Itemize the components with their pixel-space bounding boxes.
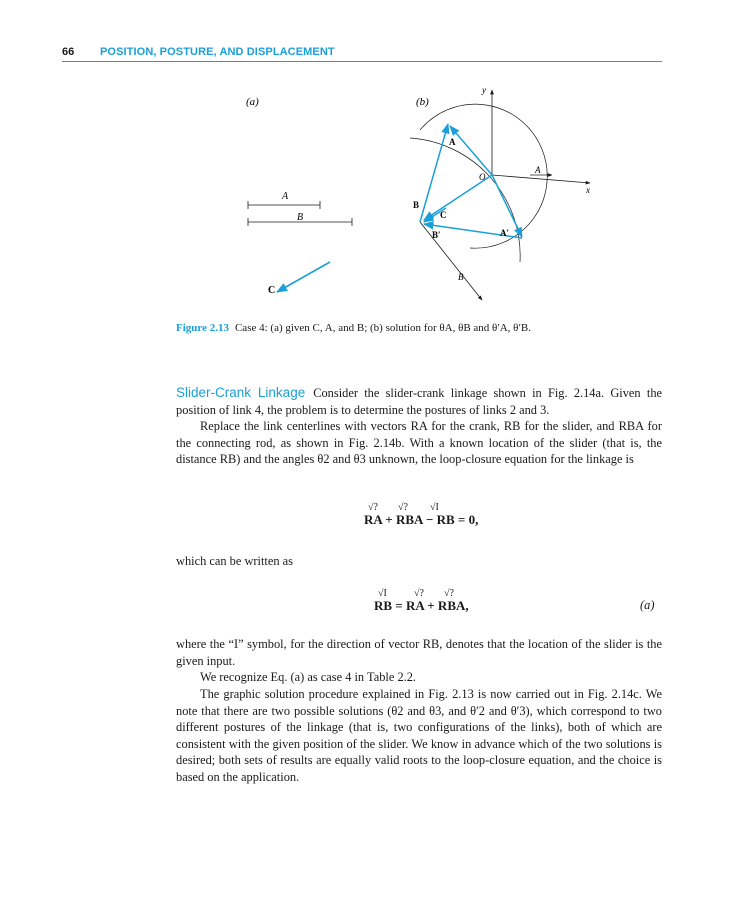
equation-2-label: (a)	[640, 598, 655, 612]
vector-b-length	[420, 222, 482, 300]
figure-caption	[176, 321, 636, 335]
paragraph-3: where the “I” symbol, for the direction of vector RB, denotes that the location of the slider is the given input.	[176, 637, 662, 668]
paragraph-5: The graphic solution procedure explained in Fig. 2.13 is now carried out in Fig. 2.14c. We note that there are two possible solutions (θ2 and θ3, and θ′2 and θ′3), which correspond to two different postures of the linkage (that is, two configurations of the links), both of which are consistent with the given position of the slider. We know in advance which of the two solutions is desired; both sets of results are equally valid roots to the loop-closure equation, and the choice is based on the application.	[176, 687, 662, 784]
eq2-mark-rba: √?	[444, 588, 454, 599]
direction-a-label: A	[535, 165, 541, 175]
label-b-length-b: B	[458, 272, 464, 282]
paragraph-2: Replace the link centerlines with vectors RA for the crank, RB for the slider, and RBA for the connecting rod, as shown in Fig. 2.14b. With a known location of the slider (that is, the distance RB) and the angles θ2 and θ3 unknown, the loop-closure equation for the linkage is	[176, 419, 662, 466]
figure-2-13	[0, 0, 737, 320]
label-o: O	[479, 172, 486, 182]
label-a: A	[449, 137, 456, 147]
equation-1: RA + RBA − RB = 0,	[364, 512, 479, 527]
figure-caption-text: Case 4: (a) given C, A, and B; (b) solution for θA, θB and θ′A, θ′B.	[234, 322, 531, 334]
label-b: B	[413, 200, 420, 210]
panel-b-label: (b)	[416, 96, 429, 108]
chapter-title: POSITION, POSTURE, AND DISPLACEMENT	[100, 46, 335, 58]
eq1-mark-ra: √?	[368, 502, 378, 513]
label-c: C	[440, 210, 447, 220]
label-a-prime: A′	[500, 228, 510, 238]
label-a-length: A	[282, 191, 289, 202]
x-axis	[492, 175, 590, 183]
paragraph-4: We recognize Eq. (a) as case 4 in Table 2.2.	[200, 670, 417, 684]
label-b-prime: B′	[432, 230, 441, 240]
between-text: which can be written as	[176, 554, 293, 568]
figure-caption-label: Figure 2.13	[176, 322, 229, 334]
eq2-mark-ra: √?	[414, 588, 424, 599]
section-heading: Slider-Crank Linkage	[176, 385, 306, 400]
eq2-mark-rb: √I	[378, 588, 387, 599]
equation-2: RB = RA + RBA,	[374, 598, 469, 613]
eq1-mark-rba: √?	[398, 502, 408, 513]
x-axis-label: x	[586, 185, 590, 195]
y-axis-label: y	[482, 85, 486, 95]
eq1-mark-rb: √I	[430, 502, 439, 513]
label-c-given: C	[268, 285, 276, 296]
paragraph-1	[176, 385, 662, 418]
panel-a-label: (a)	[246, 96, 259, 108]
page-number: 66	[62, 46, 75, 58]
paragraph-1-text: Consider the slider-crank linkage shown in Fig. 2.14a. Given the position of link 4, the problem is to determine the postures of links 2 and 3.	[176, 386, 663, 417]
label-b-length: B	[297, 212, 304, 223]
vector-c-given	[277, 262, 330, 292]
